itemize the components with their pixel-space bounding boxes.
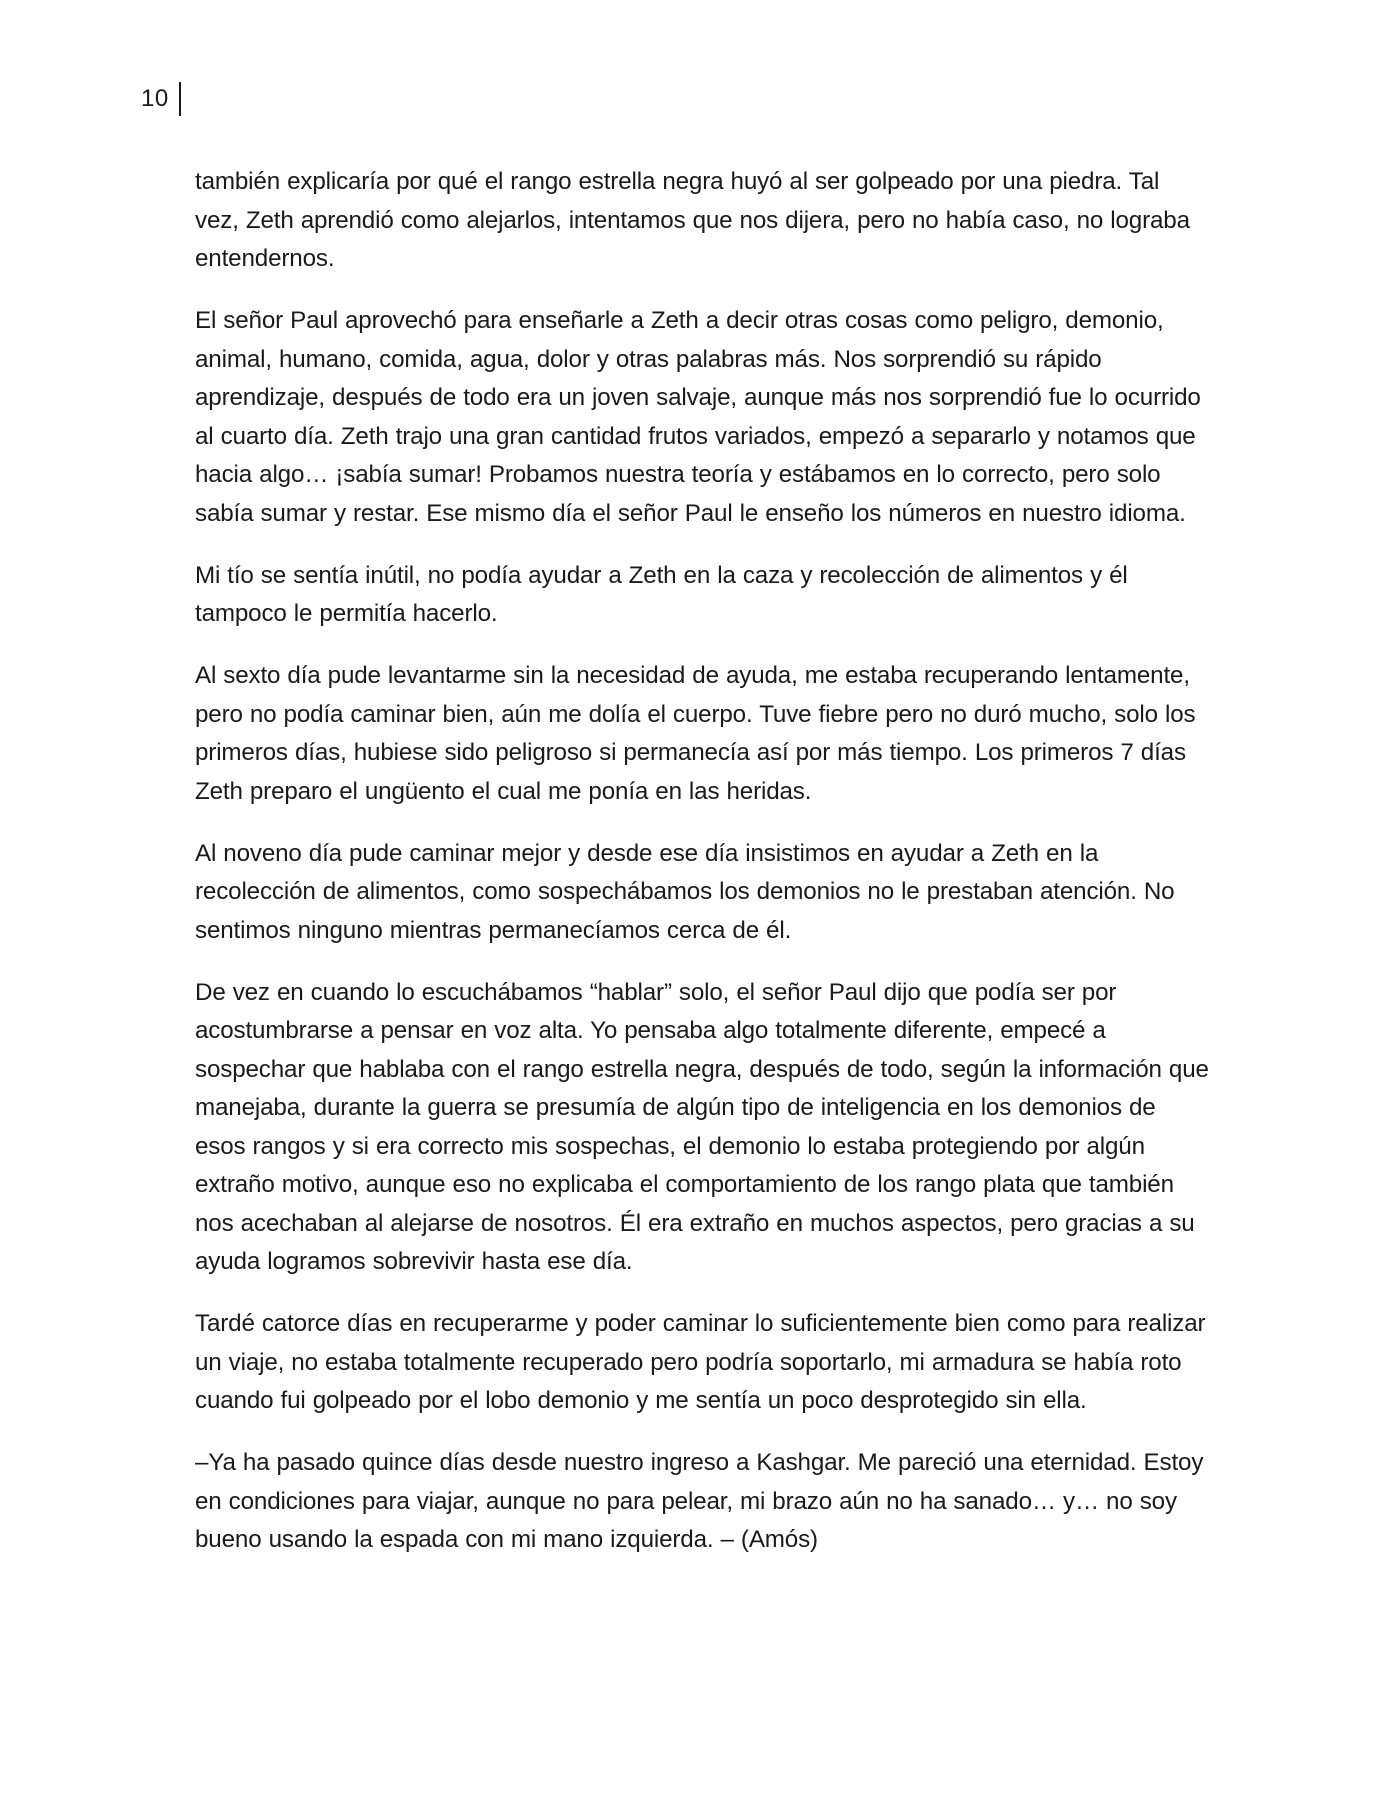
paragraph: El señor Paul aprovechó para enseñarle a Zeth a decir otras cosas como peligro, demonio, animal, humano, comida, agua, dolor y otras palabras más. Nos sorprendió su rápido aprendizaje, después de todo era un joven salvaje, aunque más nos sorprendió fue lo ocurrido al cuarto día. Zeth trajo una gran cantidad frutos variados, empezó a separarlo y notamos que hacia algo… ¡sabía sumar! Probamos nuestra teoría y estábamos en lo correcto, pero solo sabía sumar y restar. Ese mismo día el señor Paul le enseño los números en nuestro idioma. — [195, 307, 1201, 527]
paragraph: también explicaría por qué el rango estrella negra huyó al ser golpeado por una piedra. Tal vez, Zeth aprendió como alejarlos, intentamos que nos dijera, pero no había caso, no lograba entendernos. — [195, 168, 1190, 272]
paragraph: –Ya ha pasado quince días desde nuestro ingreso a Kashgar. Me pareció una eternidad. Estoy en condiciones para viajar, aunque no para pelear, mi brazo aún no ha sanado… y… no soy bueno usando la espada con mi mano izquierda. – (Amós) — [195, 1449, 1204, 1553]
paragraph: Al sexto día pude levantarme sin la necesidad de ayuda, me estaba recuperando lentamente, pero no podía caminar bien, aún me dolía el cuerpo. Tuve fiebre pero no duró mucho, solo los primeros días, hubiese sido peligroso si permanecía así por más tiempo. Los primeros 7 días Zeth preparo el ungüento el cual me ponía en las heridas. — [195, 662, 1196, 805]
page-number: 10 — [141, 85, 169, 112]
paragraph: De vez en cuando lo escuchábamos “hablar” solo, el señor Paul dijo que podía ser por acostumbrarse a pensar en voz alta. Yo pensaba algo totalmente diferente, empecé a sospechar que hablaba con el rango estrella negra, después de todo, según la información que manejaba, durante la guerra se presumía de algún tipo de inteligencia en los demonios de esos rangos y si era correcto mis sospechas, el demonio lo estaba protegiendo por algún extraño motivo, aunque eso no explicaba el comportamiento de los rango plata que también nos acechaban al alejarse de nosotros. Él era extraño en muchos aspectos, pero gracias a su ayuda logramos sobrevivir hasta ese día. — [195, 978, 1209, 1275]
page-header — [141, 82, 181, 116]
paragraph: Mi tío se sentía inútil, no podía ayudar a Zeth en la caza y recolección de alimentos y él tampoco le permitía hacerlo. — [195, 561, 1128, 627]
header-vertical-rule — [179, 82, 181, 116]
paragraph: Tardé catorce días en recuperarme y poder caminar lo suficientemente bien como para realizar un viaje, no estaba totalmente recuperado pero podría soportarlo, mi armadura se había roto cuando fui golpeado por el lobo demonio y me sentía un poco desprotegido sin ella. — [195, 1310, 1206, 1414]
paragraph: Al noveno día pude caminar mejor y desde ese día insistimos en ayudar a Zeth en la recolección de alimentos, como sospechábamos los demonios no le prestaban atención. No sentimos ninguno mientras permanecíamos cerca de él. — [195, 839, 1175, 944]
page-body — [195, 163, 1210, 1583]
